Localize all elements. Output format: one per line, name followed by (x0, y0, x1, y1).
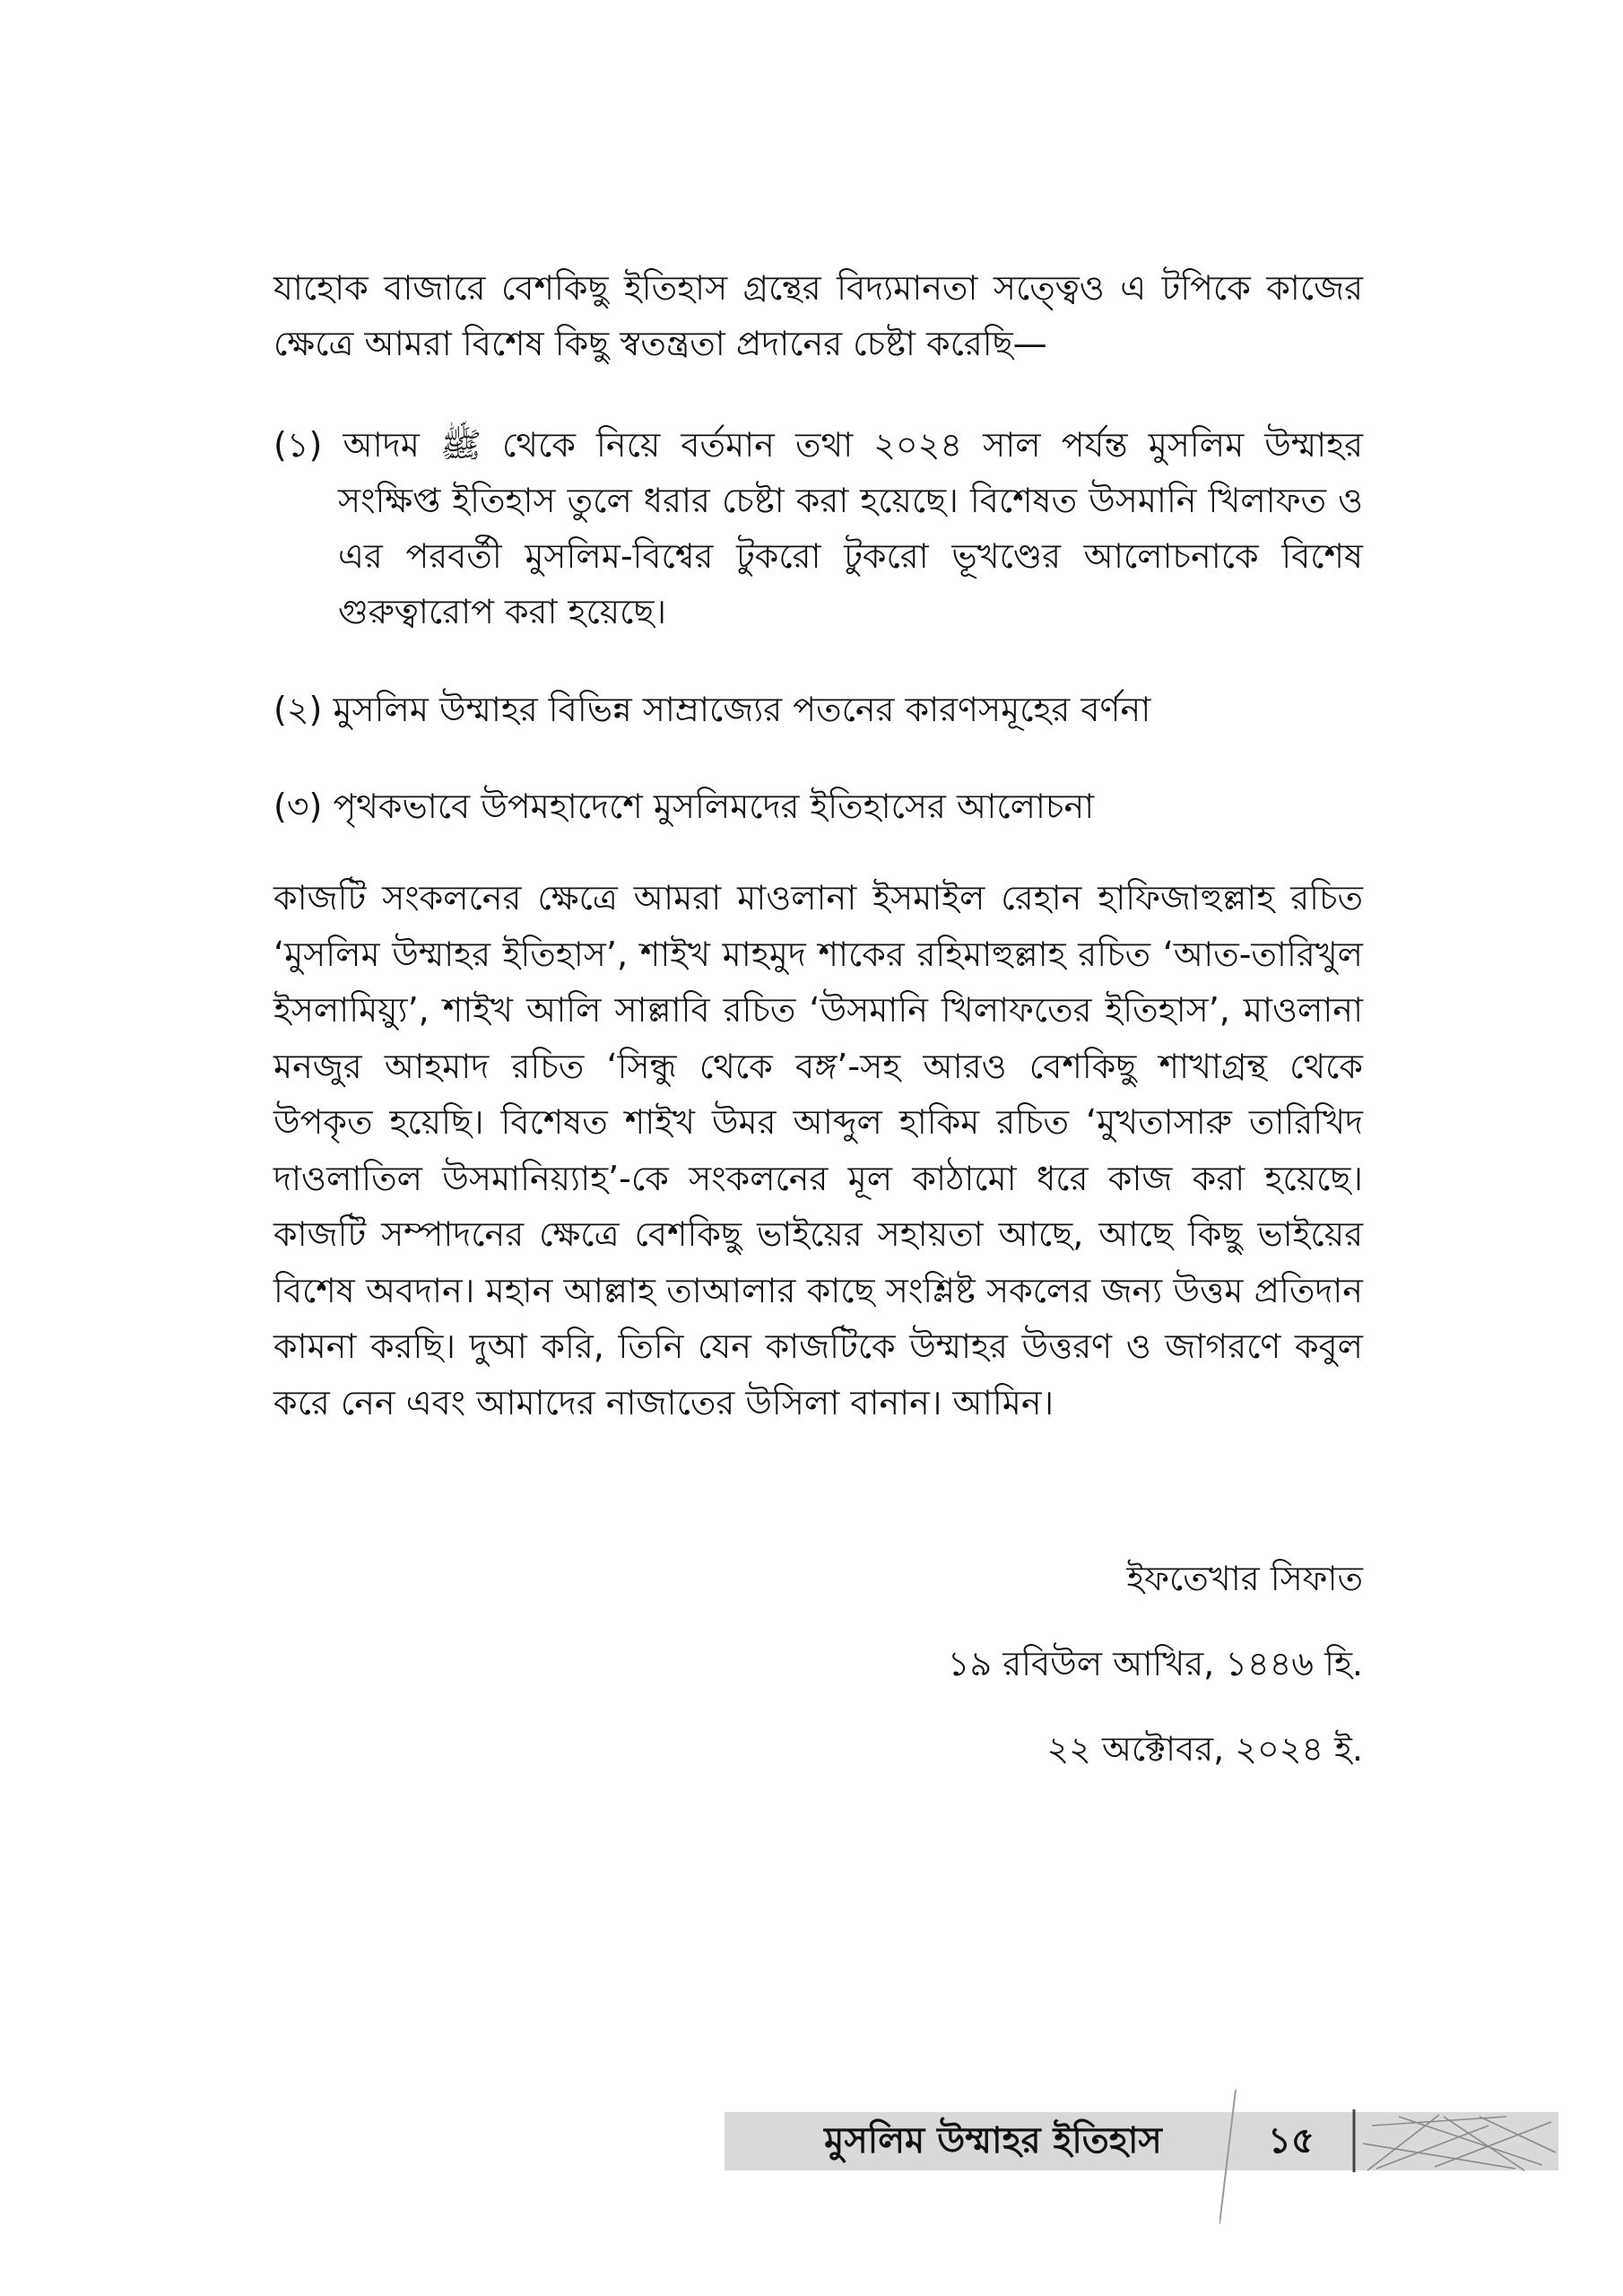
list-item-text: মুসলিম উম্মাহর বিভিন্ন সাম্রাজ্যের পতনের কারণসমূহের বর্ণনা (333, 690, 1151, 729)
list-item-number: (২) (273, 690, 323, 729)
signature-hijri-date: ১৯ রবিউল আখির, ১৪৪৬ হি. (947, 1644, 1363, 1683)
list-item (273, 417, 1363, 639)
sources-paragraph: কাজটি সংকলনের ক্ষেত্রে আমরা মাওলানা ইসমাইল রেহান হাফিজাহুল্লাহ রচিত ‘মুসলিম উম্মাহর ইতিহাস’, শাইখ মাহমুদ শাকের রহিমাহুল্লাহ রচিত ‘আত-তারিখুল ইসলামিয়্যু’, শাইখ আলি সাল্লাবি রচিত ‘উসমানি খিলাফতের ইতিহাস’, মাওলানা মনজুর আহমাদ রচিত ‘সিন্ধু থেকে বঙ্গ’-সহ আরও বেশকিছু শাখাগ্রন্থ থেকে উপকৃত হয়েছি। বিশেষত শাইখ উমর আব্দুল হাকিম রচিত ‘মুখতাসারু তারিখিদ দাওলাতিল উসমানিয়্যাহ’-কে সংকলনের মূল কাঠামো ধরে কাজ করা হয়েছে। কাজটি সম্পাদনের ক্ষেত্রে বেশকিছু ভাইয়ের সহায়তা আছে, আছে কিছু ভাইয়ের বিশেষ অবদান। মহান আল্লাহ তাআলার কাছে সংশ্লিষ্ট সকলের জন্য উত্তম প্রতিদান কামনা করছি। দুআ করি, তিনি যেন কাজটিকে উম্মাহর উত্তরণ ও জাগরণে কবুল করে নেন এবং আমাদের নাজাতের উসিলা বানান। আমিন। (273, 878, 1363, 1422)
signature-name: ইফতেখার সিফাত (1126, 1559, 1363, 1598)
list-item (273, 778, 1363, 834)
list-item-text: পৃথকভাবে উপমহাদেশে মুসলিমদের ইতিহাসের আলোচনা (333, 787, 1095, 826)
list-item-number: (১) (273, 425, 323, 465)
intro-paragraph: যাহোক বাজারে বেশকিছু ইতিহাস গ্রন্থের বিদ্যমানতা সত্ত্বেও এ টপিকে কাজের ক্ষেত্রে আমরা বিশেষ কিছু স্বতন্ত্রতা প্রদানের চেষ্টা করেছি— (273, 268, 1363, 363)
list-item (273, 682, 1363, 737)
list-item-number: (৩) (273, 787, 323, 826)
list-item-text: আদম ﷺ থেকে নিয়ে বর্তমান তথা ২০২৪ সাল পর্যন্ত মুসলিম উম্মাহর সংক্ষিপ্ত ইতিহাস তুলে ধরার চেষ্টা করা হয়েছে। বিশেষত উসমানি খিলাফত ও এর পরবর্তী মুসলিম-বিশ্বের টুকরো টুকরো ভূখণ্ডের আলোচনাকে বিশেষ গুরুত্বারোপ করা হয়েছে। (338, 425, 1364, 631)
footer-book-title: মুসলিম উম্মাহর ইতিহাস (824, 2120, 1162, 2161)
signature-gregorian-date: ২২ অক্টোবর, ২০২৪ ই. (1046, 1729, 1363, 1769)
page-number: ১৫ (1268, 2120, 1315, 2161)
